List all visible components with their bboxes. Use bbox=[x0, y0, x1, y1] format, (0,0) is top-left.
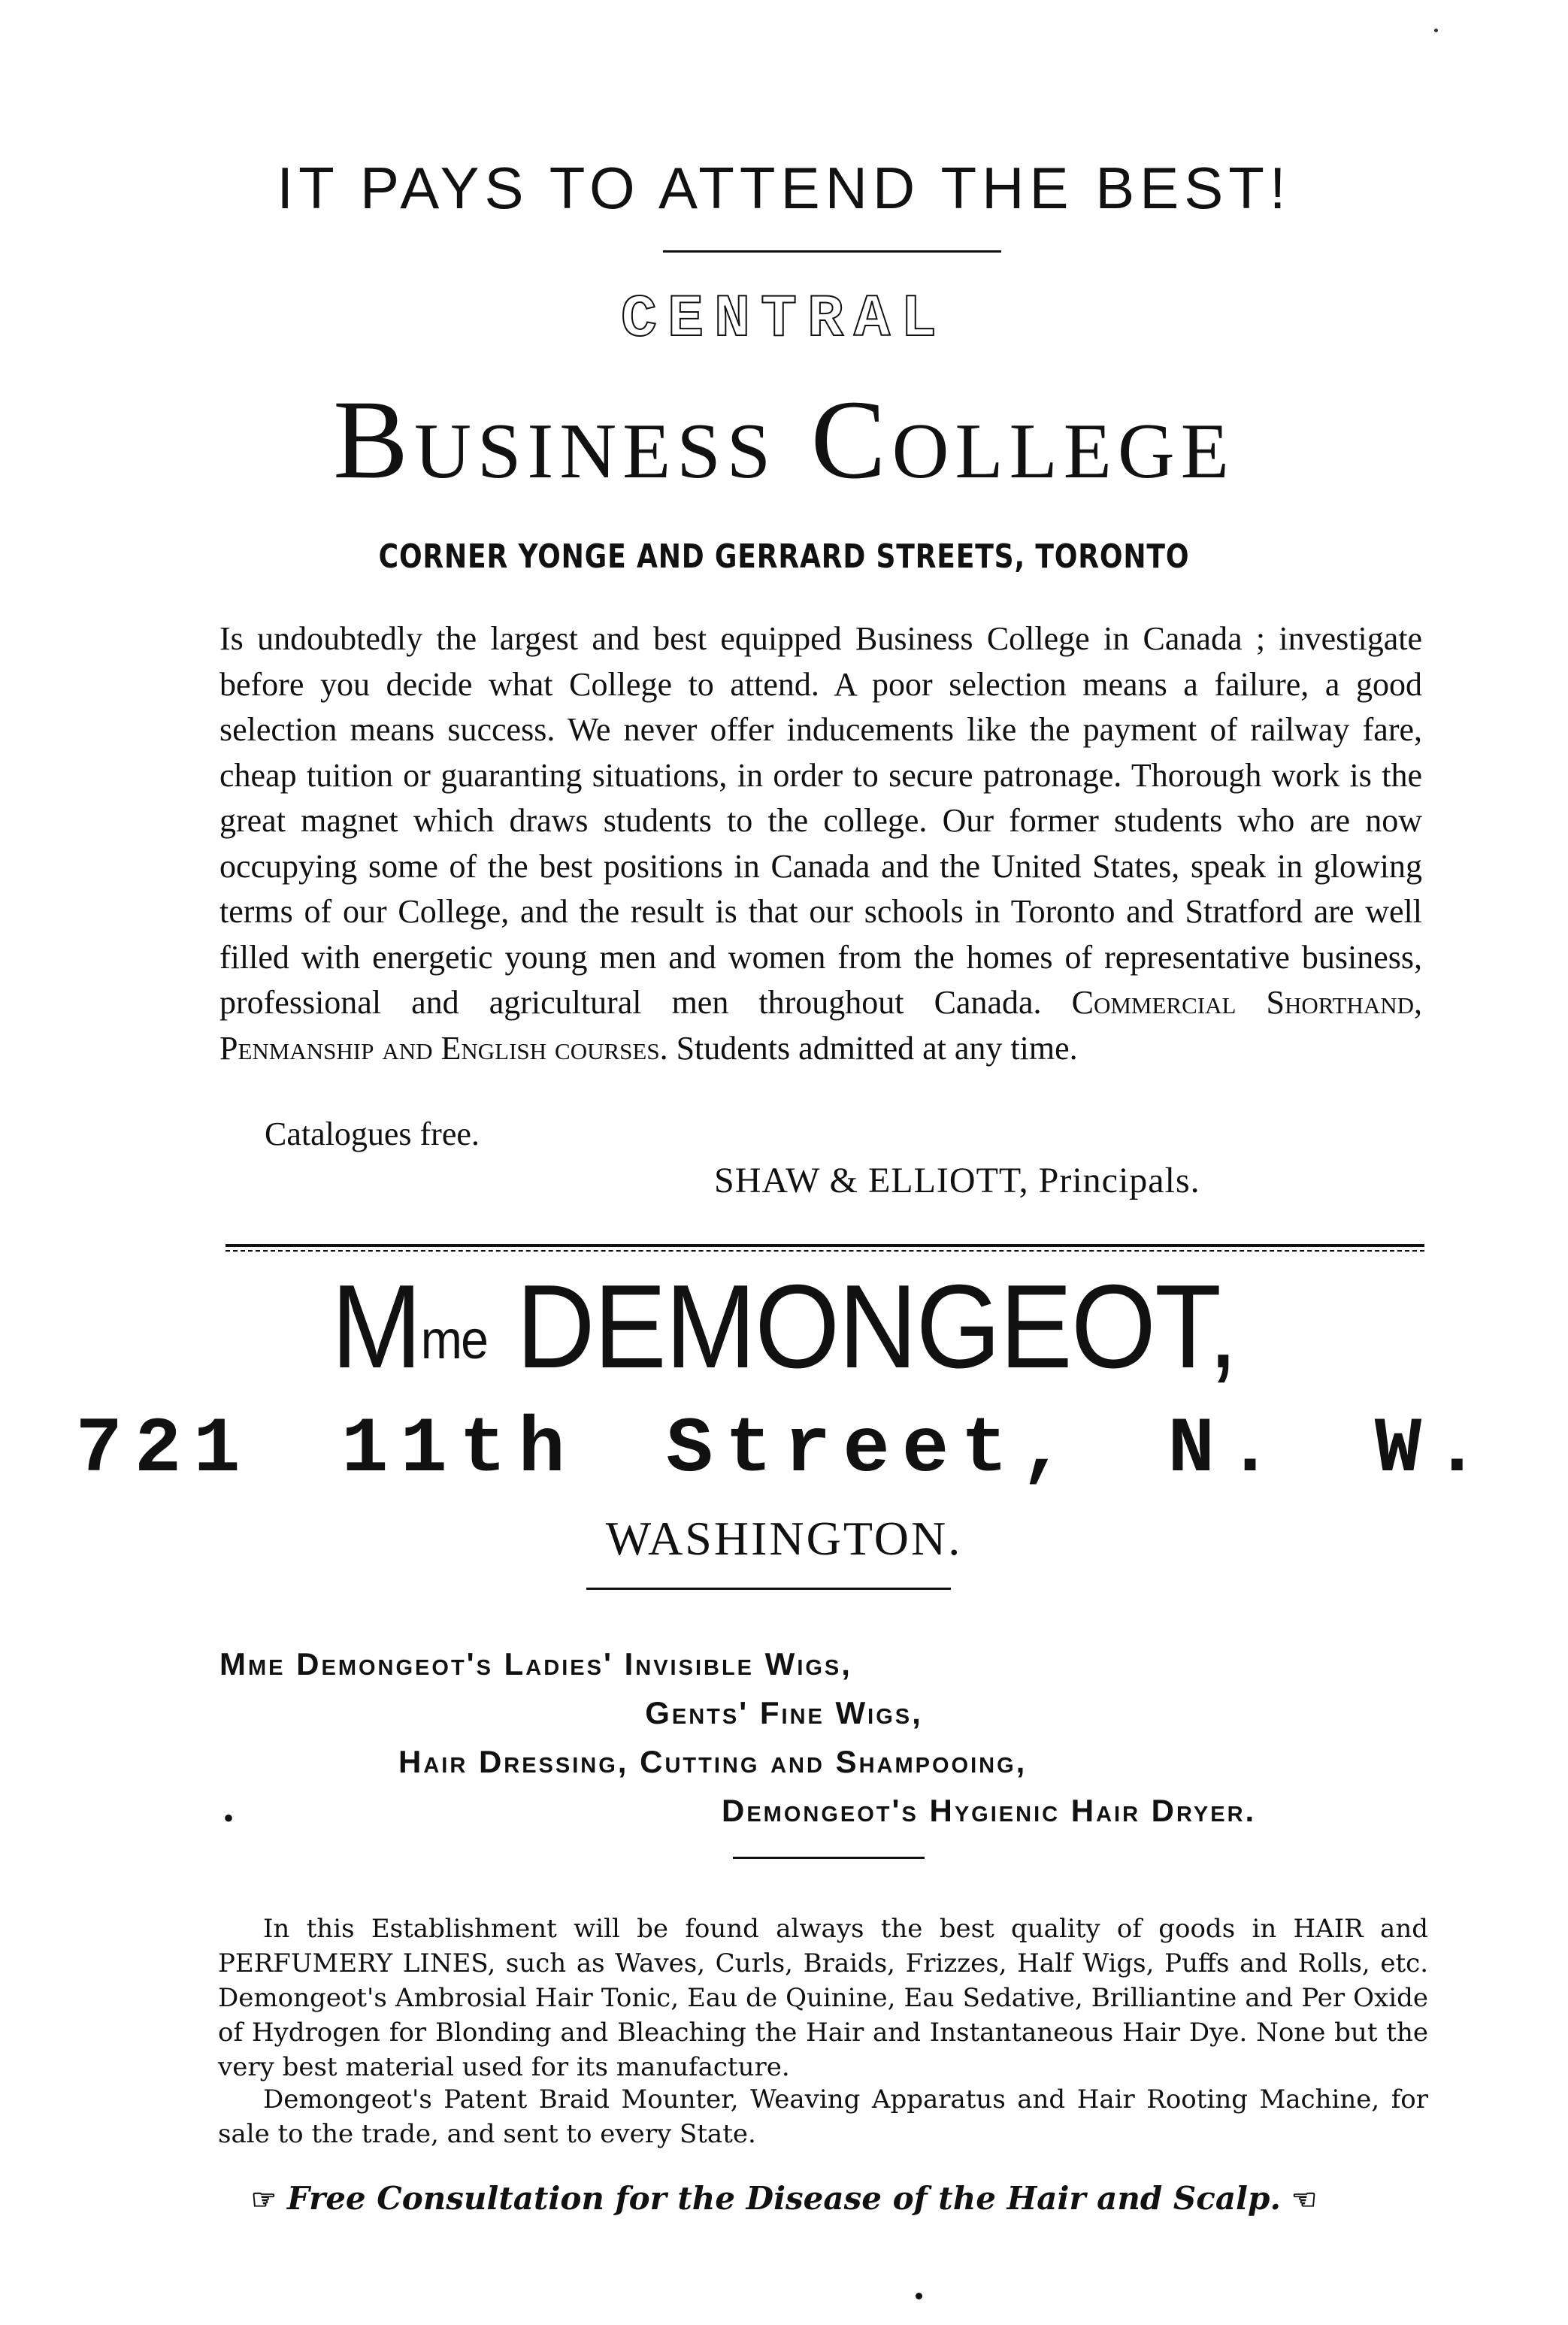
divider-rule bbox=[733, 1857, 925, 1859]
description-text: Is undoubtedly the largest and best equipped Business College in Canada ; investigate before you decide what College to attend. A poor selection means a failure, a good selection means success. We never offer inducements like the payment of railway fare, cheap tuition or guaranting situations, in order to secure patronage. Thorough work is the great magnet which draws students to the college. Our former students who are now occupying some of the best positions in Canada and the United States, speak in glowing terms of our College, and the result is that our schools in Toronto and Stratford are well filled with energetic young men and women from the homes of representative business, professional and agricultural men throughout Canada. bbox=[219, 620, 1422, 1021]
service-line: Gents' Fine Wigs, bbox=[645, 1695, 923, 1730]
service-line: Mme Demongeot's Ladies' Invisible Wigs, bbox=[219, 1646, 852, 1682]
consultation-text: Free Consultation for the Disease of the Hair and Scalp. bbox=[287, 2180, 1281, 2217]
city-name: WASHINGTON. bbox=[605, 1512, 963, 1565]
college-title: Business College bbox=[333, 377, 1235, 502]
pointing-hand-icon: ☞ bbox=[250, 2182, 277, 2216]
divider-rule bbox=[586, 1588, 951, 1590]
service-line: Hair Dressing, Cutting and Shampooing, bbox=[398, 1744, 1028, 1779]
name-superscript: me bbox=[420, 1310, 488, 1370]
establishment-paragraph: In this Establishment will be found always the best quality of goods in HAIR and PERFUMERY LINES, such as Waves, Curls, Braids, Frizzes, Half Wigs, Puffs and Rolls, etc. Demongeot's Ambrosial Hair Tonic, Eau de Quinine, Eau Sedative, Brilliantine and Per Oxide of Hydrogen for Blonding and Bleaching the Hair and Instantaneous Hair Dye. None but the very best material used for its manufacture. bbox=[218, 1914, 1428, 2082]
admission-text: Students admitted at any time. bbox=[676, 1029, 1078, 1067]
section-divider bbox=[226, 1244, 1424, 1247]
college-description bbox=[219, 616, 1422, 1071]
name-main: DEMONGEOT, bbox=[516, 1261, 1237, 1393]
catalogues-note: Catalogues free. bbox=[265, 1116, 480, 1152]
consultation-line bbox=[0, 2180, 1568, 2217]
street-address: 721 11th Street, N. W. bbox=[75, 1406, 1493, 1494]
courses-text: Commercial Shorthand, Penmanship and English courses. bbox=[219, 984, 1423, 1067]
speck-mark bbox=[1434, 29, 1438, 32]
wordmark-central: CENTRAL bbox=[620, 286, 948, 354]
section-divider-dashed bbox=[226, 1250, 1424, 1252]
service-line: Demongeot's Hygienic Hair Dryer. bbox=[722, 1793, 1257, 1828]
principals-signature: SHAW & ELLIOTT, Principals. bbox=[714, 1161, 1200, 1200]
college-address: CORNER YONGE AND GERRARD STREETS, TORONTO bbox=[378, 537, 1190, 576]
pointing-hand-icon: ☜ bbox=[1291, 2182, 1318, 2216]
divider-rule bbox=[663, 250, 1001, 253]
name-prefix: M bbox=[331, 1261, 421, 1393]
page-mark bbox=[916, 2293, 922, 2299]
braid-mounter-paragraph: Demongeot's Patent Braid Mounter, Weaving Apparatus and Hair Rooting Machine, for sale to the trade, and sent to every State. bbox=[218, 2084, 1428, 2149]
business-name bbox=[62, 1263, 1505, 1391]
bullet-mark: • bbox=[223, 1801, 235, 1835]
headline: IT PAYS TO ATTEND THE BEST! bbox=[277, 155, 1291, 221]
